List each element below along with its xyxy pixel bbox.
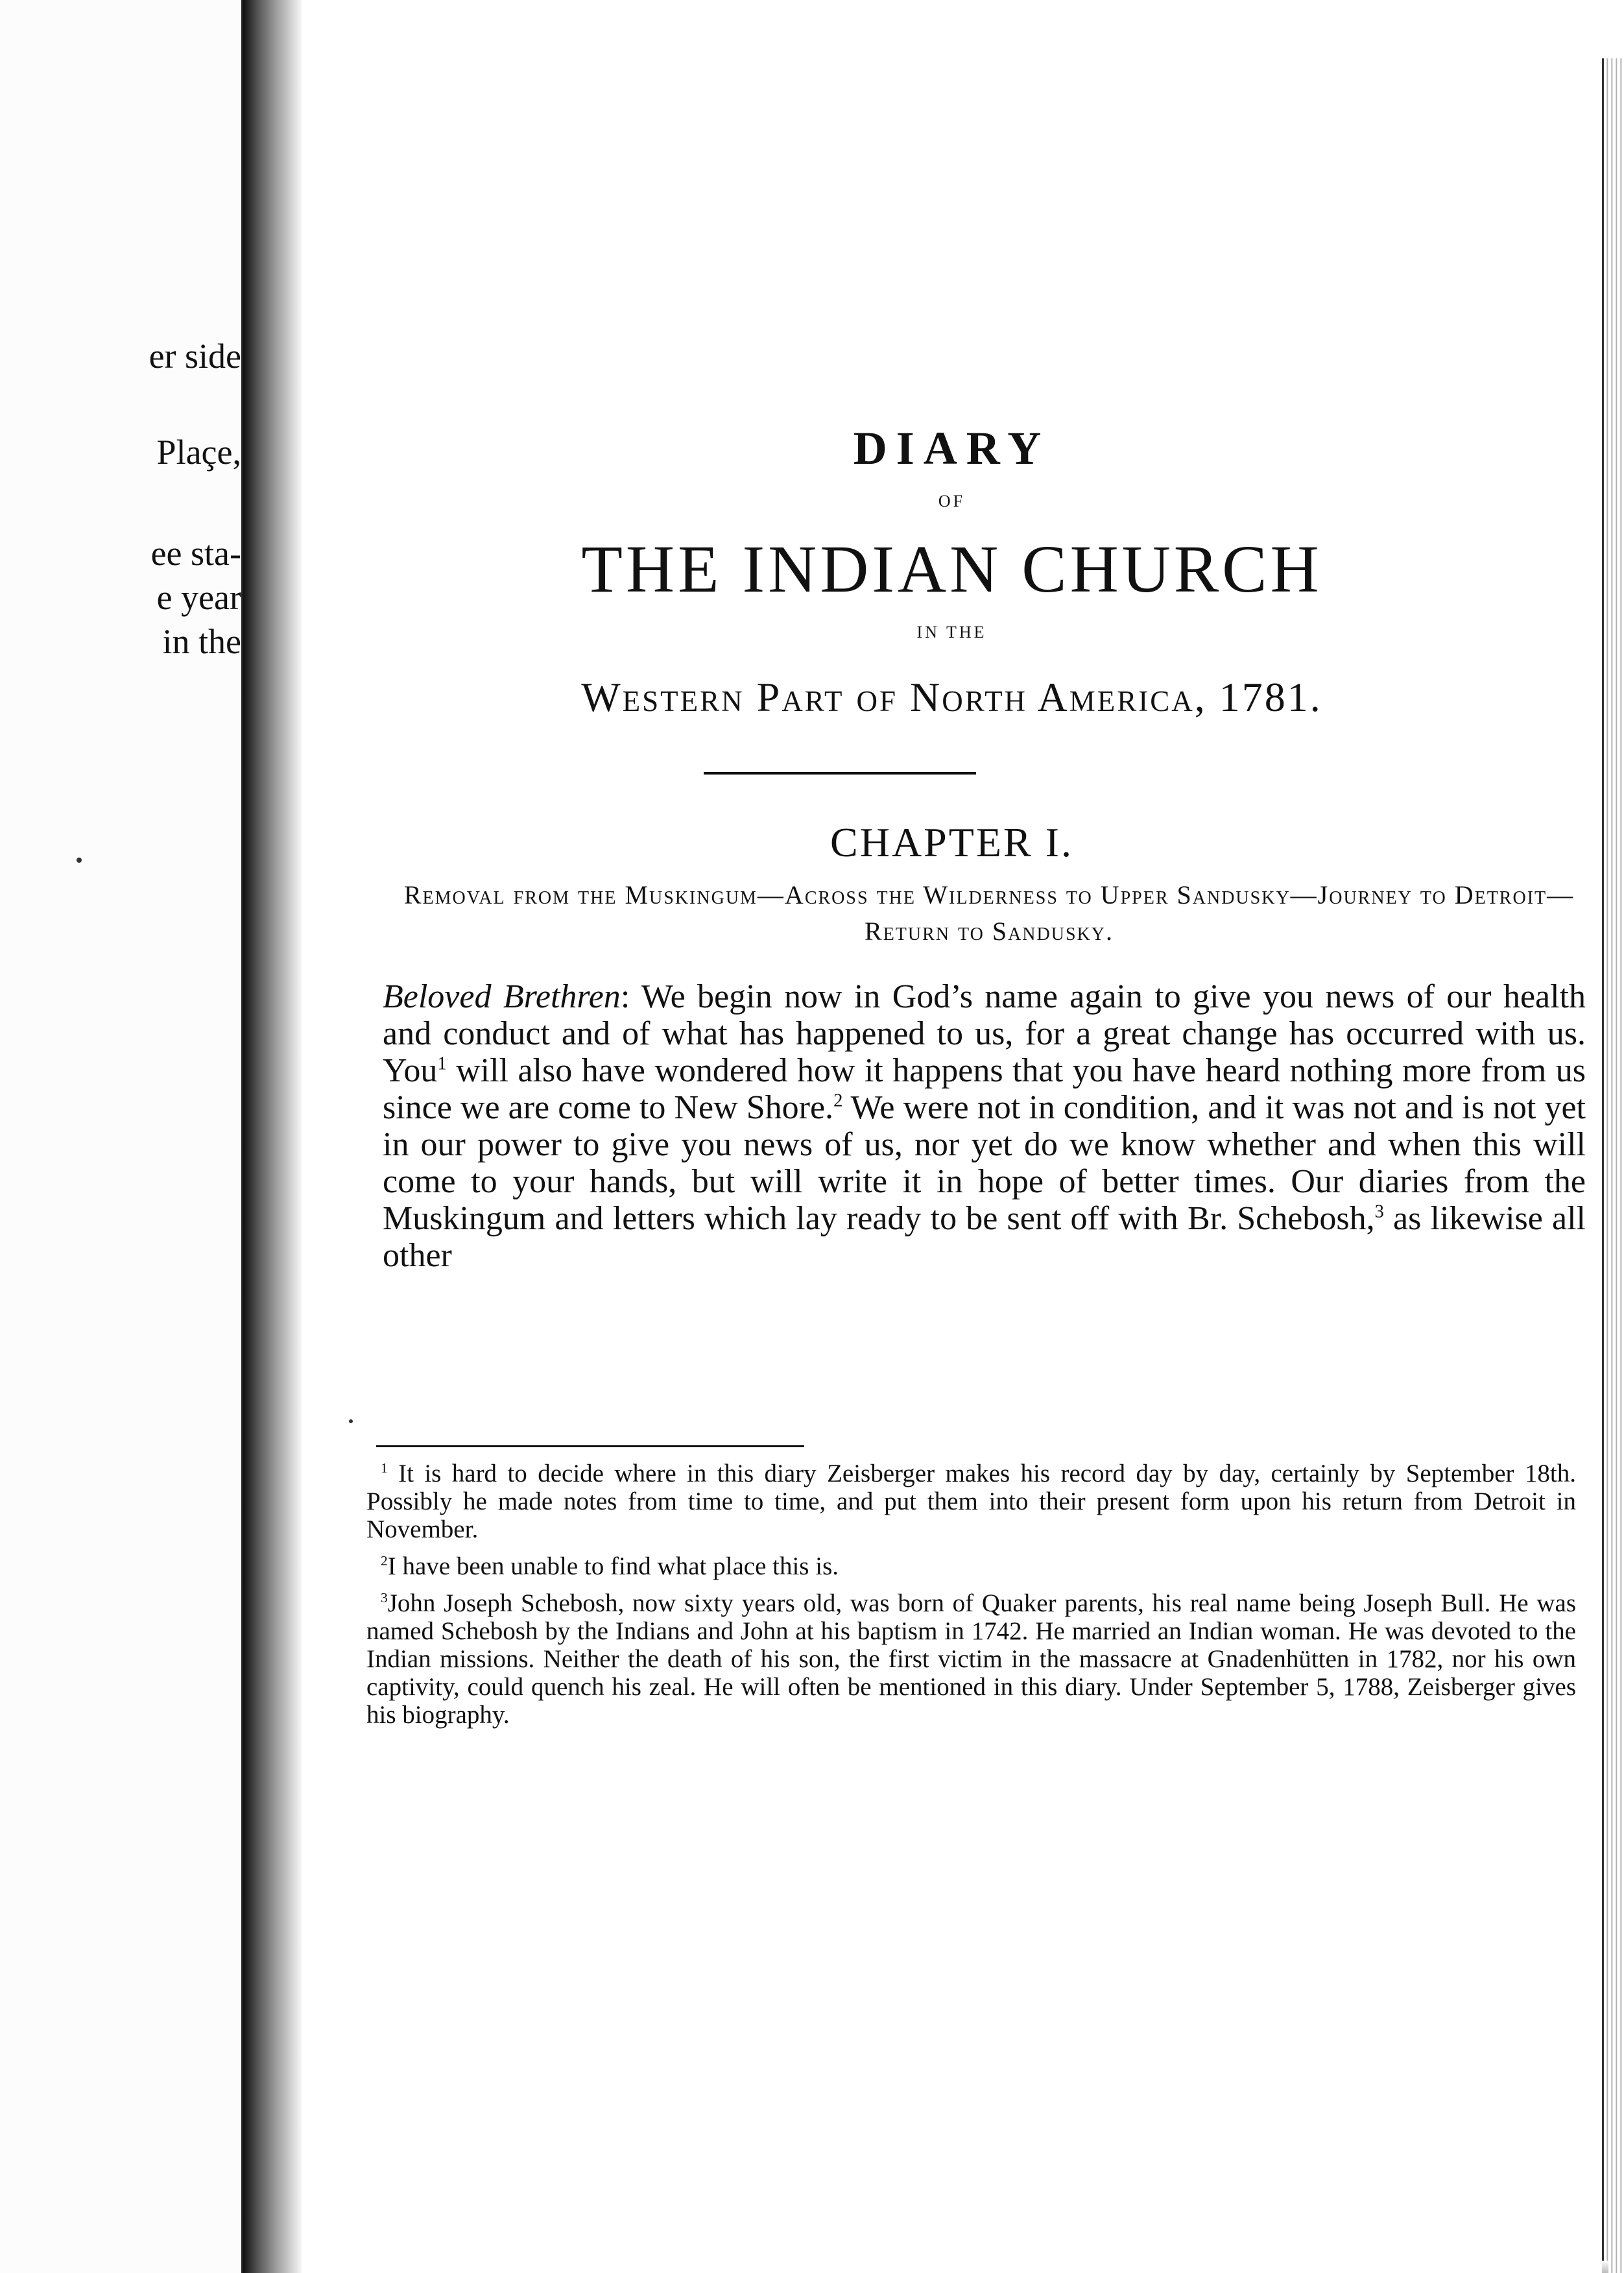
left-page-fragment: er side [149,337,241,376]
chapter-heading: CHAPTER I. [830,819,1073,865]
left-page-fragment: Plaçe, [156,433,241,472]
page-edges [1602,58,1624,2273]
title-main: THE INDIAN CHURCH [581,532,1322,607]
ink-speck [77,858,82,863]
footnote-mark: 2 [381,1553,388,1569]
left-page-fragment: ee sta- [150,534,241,573]
salutation: Beloved Brethren [383,978,621,1015]
footnote-text: John Joseph Schebosh, now sixty years old, was born of Quaker parents, his real name being Joseph Bull. He was named Schebosh by the Indians and John at his baptism in 1742. He married an Indian woman. He was devoted to the Indian missions. Neither the death of his son, the first victim in the massacre at Gnadenhütten in 1782, nor his own captivity, could quench his zeal. He will often be mentioned in this diary. Under September 5, 1788, Zeisberger gives his biography. [366,1589,1576,1729]
footnote-mark: 3 [381,1590,388,1606]
footnote-text: It is hard to decide where in this diary Zeisberger makes his record day by day, certainly by September 18th. Possibly he made notes from time to time, and put them into their present form upon his return from Detroit in November. [366,1460,1576,1543]
footnote-ref: 1 [437,1053,447,1074]
ink-speck [349,1419,353,1423]
footnote-mark: 1 [381,1460,388,1476]
footnote-text: I have been unable to find what place this is. [387,1552,839,1580]
footnote-divider [376,1445,804,1447]
footnotes [366,1460,1576,1738]
body-paragraph [383,978,1586,1274]
left-page-fragment: e year [156,578,241,617]
title-diary: DIARY [853,422,1051,474]
title-in-the: IN THE [916,623,987,642]
left-facing-page [0,0,243,2273]
body-text-part: We were not in condition, and it was not and is not yet in our power to give you news of us, nor yet do we know whether and when this will come to your hands, but will write it in hope of better times. Our diaries from the Muskingum and letters which lay ready to be sent off with Br. Schebosh, [383,1089,1586,1237]
left-page-fragment: in the [162,622,241,661]
footnote-ref: 2 [833,1090,843,1111]
chapter-summary: Removal from the Muskingum—Across the Wilderness to Upper Sandusky—Journey to Detroit—Return to Sandusky. [403,880,1575,946]
footnote-ref: 3 [1374,1201,1384,1222]
book-gutter [243,0,302,2273]
title-of: OF [938,492,966,511]
main-page [302,0,1602,2273]
footnote [366,1589,1576,1729]
body-text-part: will also have wondered how it happens that you have heard nothing more from us since we are come to New Shore. [383,1052,1586,1126]
body-text-part: as likewise all other [383,1200,1586,1274]
title-subtitle: Western Part of North America, 1781. [581,674,1322,720]
body-text-part: : We begin now in God’s name again to give you news of our health and conduct and of what has happened to us, for a great change has occurred with us. You [383,978,1586,1089]
title-divider [704,772,976,775]
footnote [366,1552,1576,1580]
footnote [366,1460,1576,1543]
